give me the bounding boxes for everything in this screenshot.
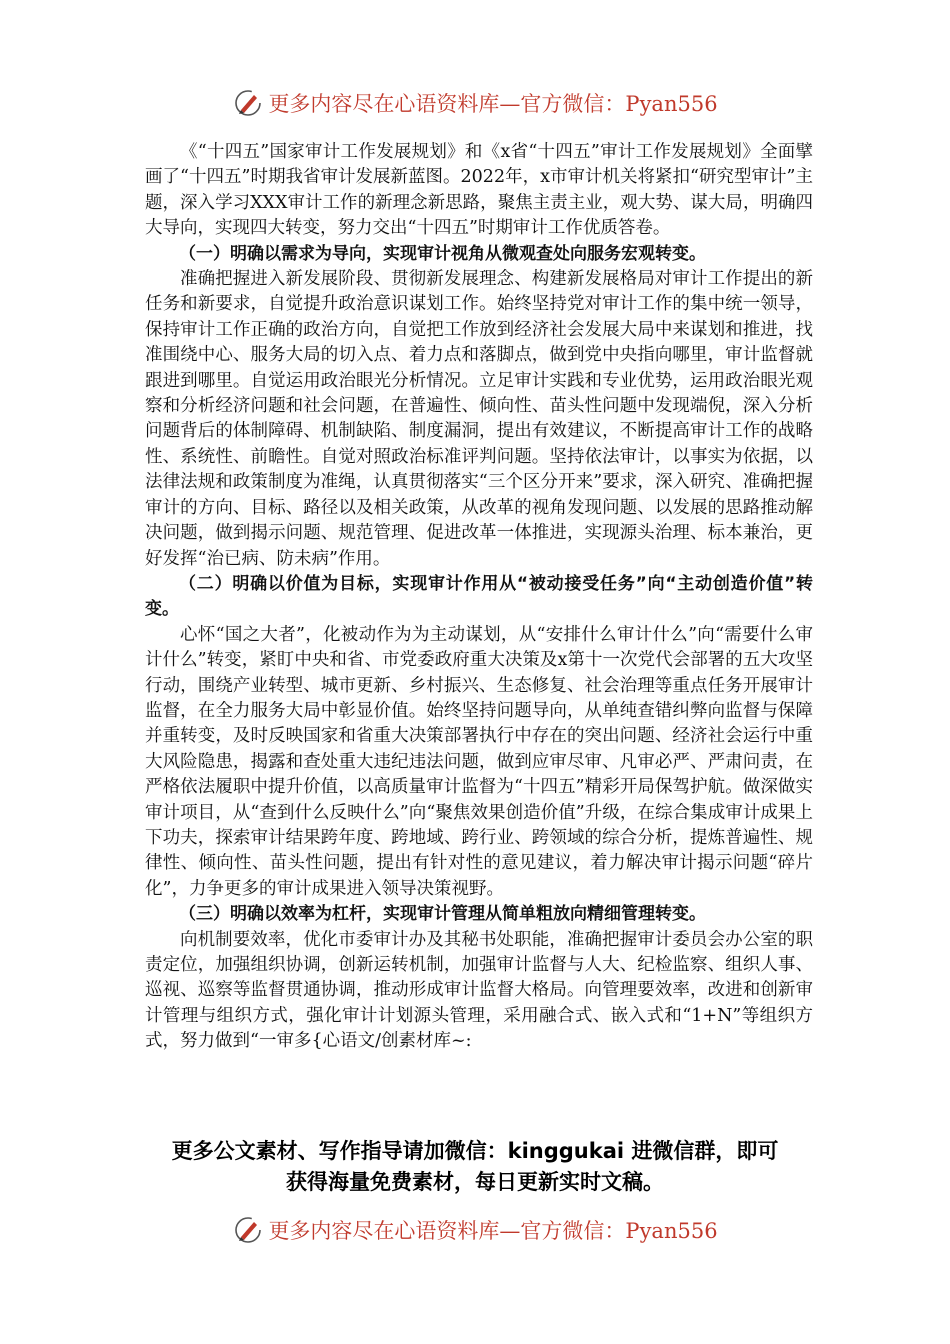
- promo-line-2: 获得海量免费素材，每日更新实时文稿。: [286, 1170, 664, 1194]
- section-1-heading: （一）明确以需求为导向，实现审计视角从微观查处向服务宏观转变。: [179, 243, 706, 264]
- promo-line-1: 更多公文素材、写作指导请加微信：kinggukai 进微信群，即可: [171, 1139, 779, 1163]
- promo-banner: [120, 1136, 830, 1198]
- brand-footer: [0, 1210, 950, 1250]
- pen-circle-logo-icon: [232, 1214, 264, 1246]
- section-3-heading: （三）明确以效率为杠杆，实现审计管理从简单粗放向精细管理转变。: [179, 904, 706, 925]
- intro-paragraph: 《“十四五”国家审计工作发展规划》和《x省“十四五”审计工作发展规划》全面擘画了“十四五”时期我省审计发展新蓝图。2022年，x市审计机关将紧扣“研究型审计”主题，深入学习XXX审计工作的新理念新思路，聚焦主责主业，观大势、谋大局，明确四大导向，实现四大转变，努力交出“十四五”时期审计工作优质答卷。: [145, 142, 813, 239]
- section-3-paragraph: 向机制要效率，优化市委审计办及其秘书处职能，准确把握审计委员会办公室的职责定位，加强组织协调，创新运转机制，加强审计监督与人大、纪检监察、组织人事、巡视、巡察等监督贯通协调，推动形成审计监督大格局。向管理要效率，改进和创新审计管理与组织方式，强化审计计划源头管理，采用融合式、嵌入式和“1+N”等组织方式，努力做到“一审多{心语文/创素材库~:: [145, 929, 813, 1052]
- section-2-heading: （二）明确以价值为目标，实现审计作用从“被动接受任务”向“主动创造价值”转变。: [145, 573, 813, 620]
- brand-text: 更多内容尽在心语资料库—官方微信：Pyan556: [268, 1219, 718, 1243]
- section-1-paragraph: 准确把握进入新发展阶段、贯彻新发展理念、构建新发展格局对审计工作提出的新任务和新要求，自觉提升政治意识谋划工作。始终坚持党对审计工作的集中统一领导，保持审计工作正确的政治方向，自觉把工作放到经济社会发展大局中来谋划和推进，找准围绕中心、服务大局的切入点、着力点和落脚点，做到党中央指向哪里，审计监督就跟进到哪里。自觉运用政治眼光分析情况。立足审计实践和专业优势，运用政治眼光观察和分析经济问题和社会问题，在普遍性、倾向性、苗头性问题中发现端倪，深入分析问题背后的体制障碍、机制缺陷、制度漏洞，提出有效建议，不断提高审计工作的战略性、系统性、前瞻性。自觉对照政治标准评判问题。坚持依法审计，以事实为依据，以法律法规和政策制度为准绳，认真贯彻落实“三个区分开来”要求，深入研究、准确把握审计的方向、目标、路径以及相关政策，从改革的视角发现问题、以发展的思路推动解决问题，做到揭示问题、规范管理、促进改革一体推进，实现源头治理、标本兼治，更好发挥“治已病、防未病”作用。: [145, 269, 813, 569]
- brand-text: 更多内容尽在心语资料库—官方微信：Pyan556: [268, 92, 718, 116]
- pen-circle-logo-icon: [232, 87, 264, 119]
- brand-header: [0, 83, 950, 123]
- section-2-paragraph: 心怀“国之大者”，化被动作为为主动谋划，从“安排什么审计什么”向“需要什么审计什么”转变，紧盯中央和省、市党委政府重大决策及x第十一次党代会部署的五大攻坚行动，围绕产业转型、城市更新、乡村振兴、生态修复、社会治理等重点任务开展审计监督，在全力服务大局中彰显价值。始终坚持问题导向，从单纯查错纠弊向监督与保障并重转变，及时反映国家和省重大决策部署执行中存在的突出问题、经济社会运行中重大风险隐患，揭露和查处重大违纪违法问题，做到应审尽审、凡审必严、严肃问责，在严格依法履职中提升价值，以高质量审计监督为“十四五”精彩开局保驾护航。做深做实审计项目，从“查到什么反映什么”向“聚焦效果创造价值”升级，在综合集成审计成果上下功夫，探索审计结果跨年度、跨地域、跨行业、跨领域的综合分析，提炼普遍性、规律性、倾向性、苗头性问题，提出有针对性的意见建议，着力解决审计揭示问题“碎片化”，力争更多的审计成果进入领导决策视野。: [145, 624, 813, 899]
- document-body: [145, 140, 813, 1055]
